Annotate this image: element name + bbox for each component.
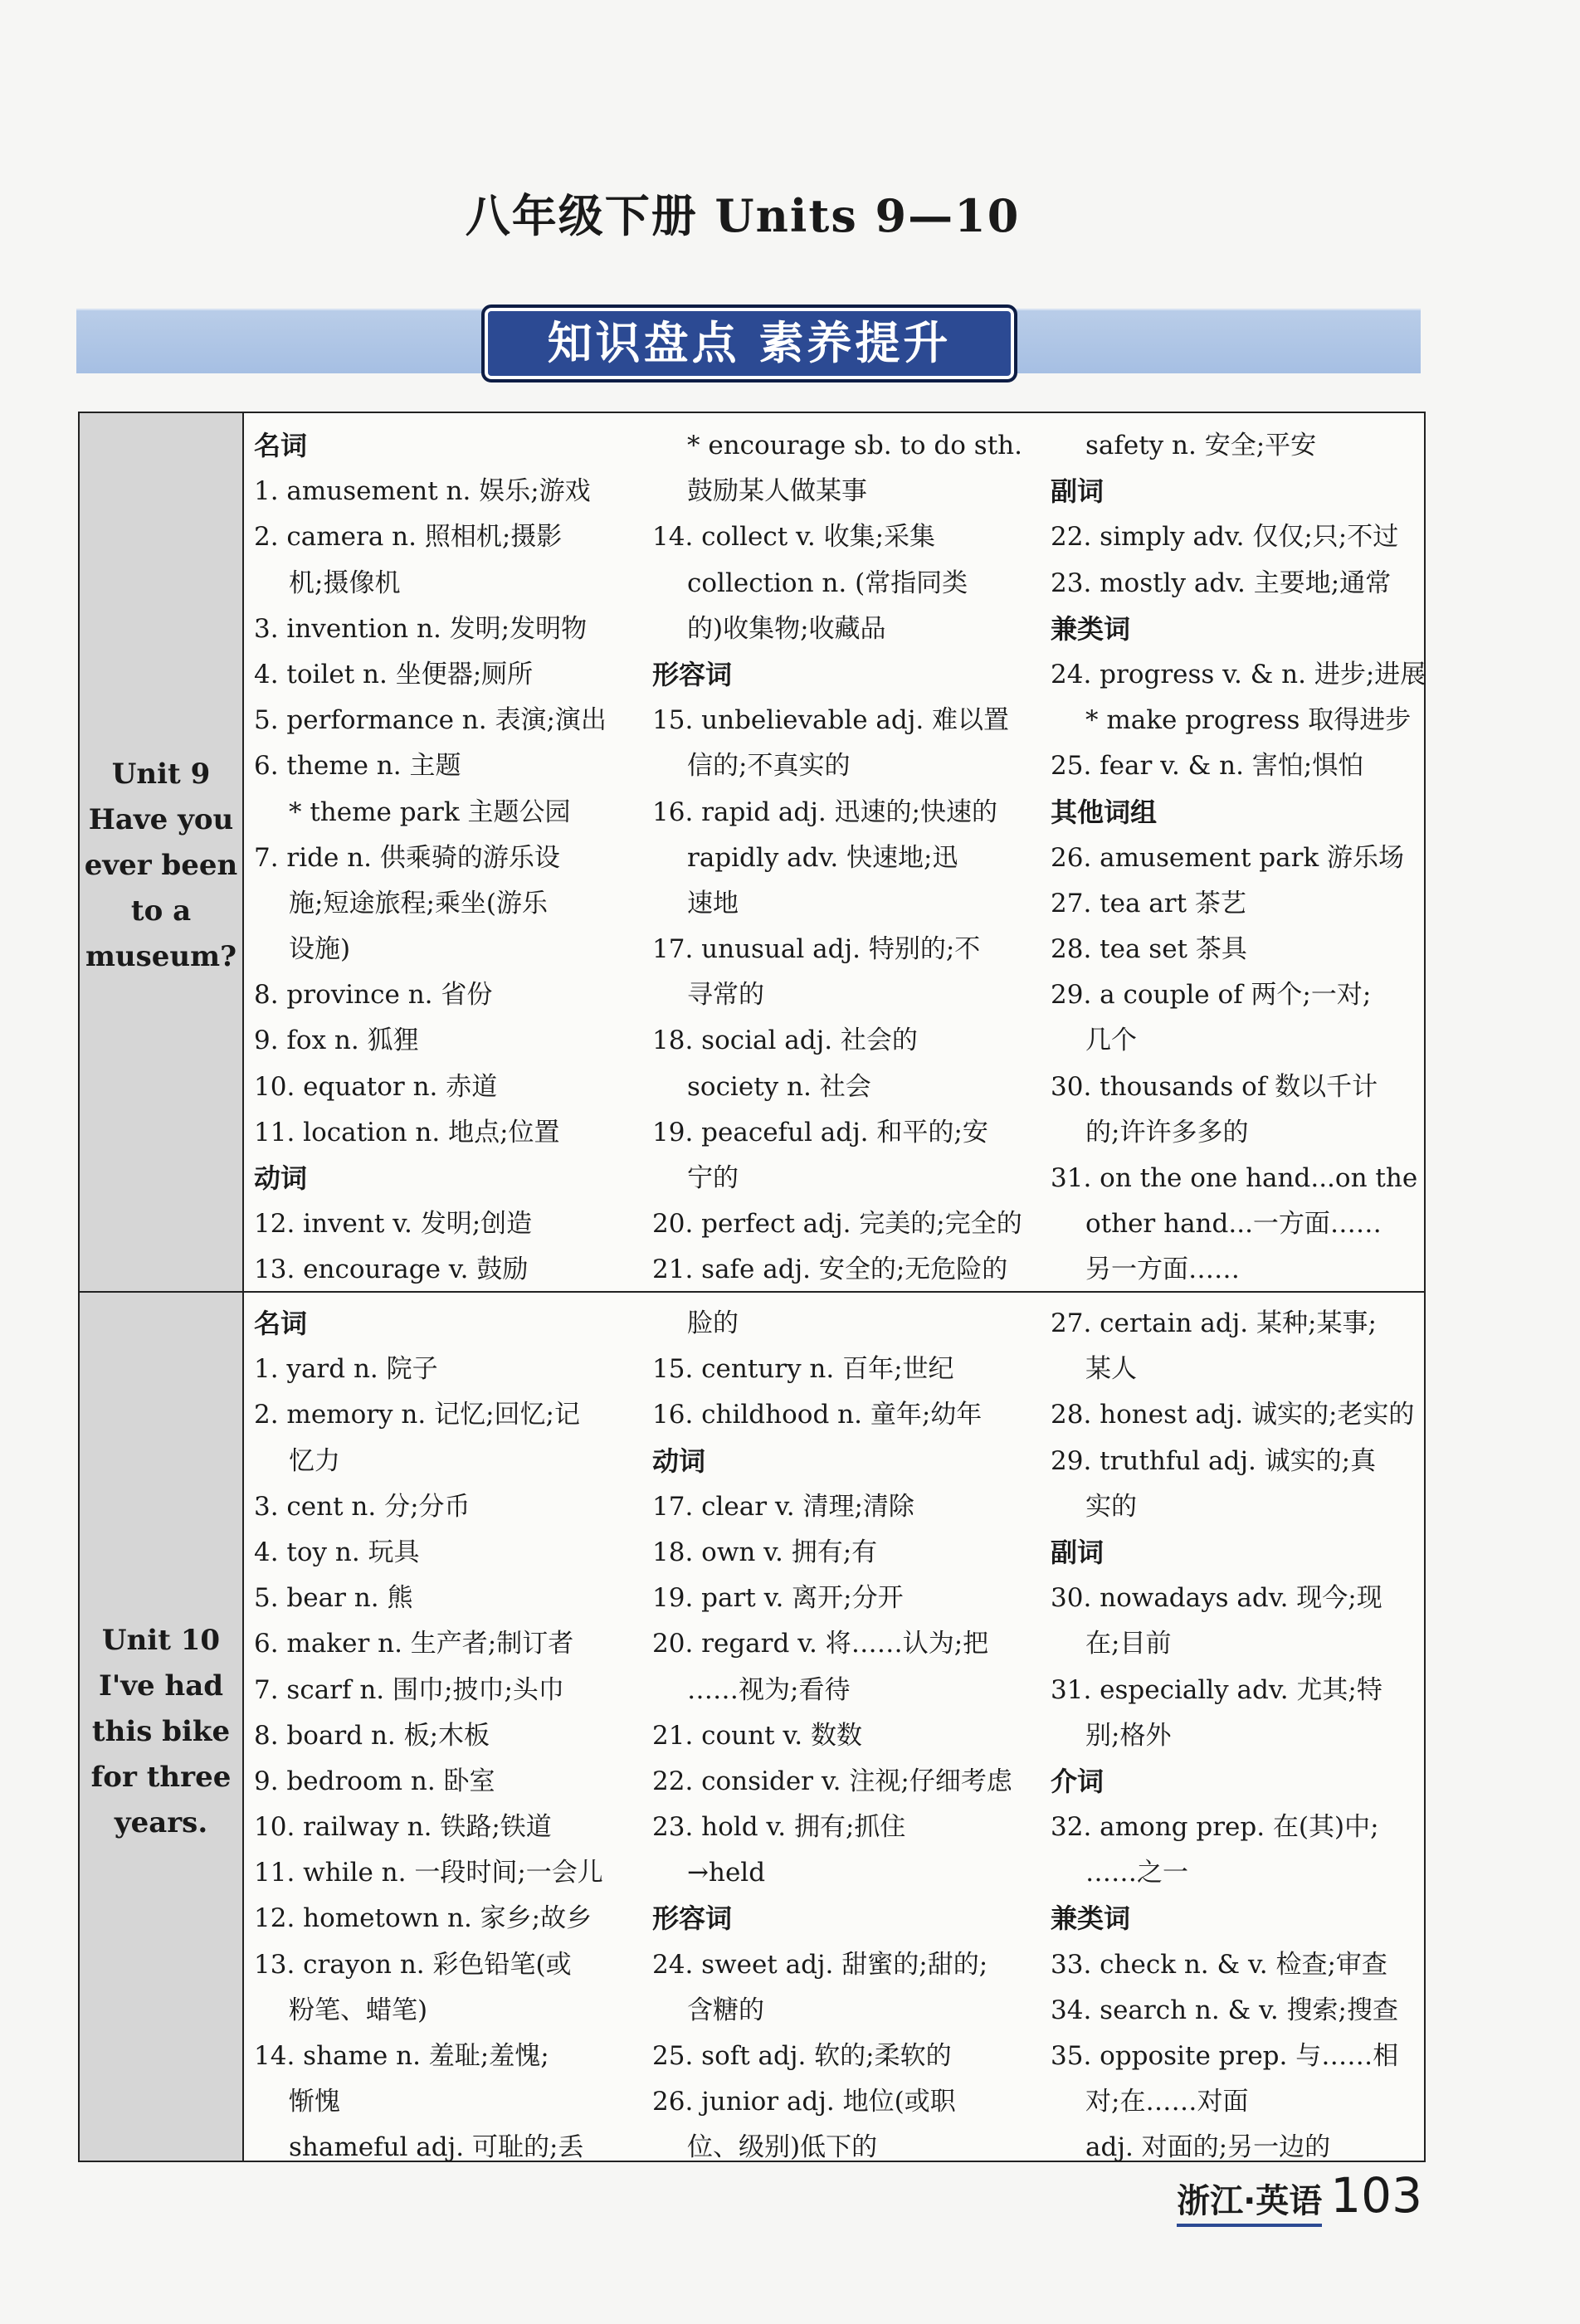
vocab-line: 忆力 (289, 1445, 340, 1476)
vocab-line: 实的 (1085, 1491, 1137, 1522)
vocab-line: 6. theme n. 主题 (254, 751, 461, 782)
vocab-line: 3. invention n. 发明;发明物 (254, 613, 588, 644)
vocab-line: 29. truthful adj. 诚实的;真 (1051, 1445, 1377, 1476)
vocab-line: 23. hold v. 拥有;抓住 (652, 1812, 906, 1843)
category-header: 兼类词 (1051, 1903, 1131, 1935)
vocab-line: 2. memory n. 记忆;回忆;记 (254, 1400, 580, 1430)
vocab-line: 10. equator n. 赤道 (254, 1071, 498, 1102)
vocab-line: 30. nowadays adv. 现今;现 (1051, 1583, 1382, 1614)
unit-10-column-2 (652, 1301, 1042, 2171)
vocab-line: 13. encourage v. 鼓励 (254, 1255, 529, 1285)
category-header: 兼类词 (1051, 612, 1131, 645)
vocab-line: 30. thousands of 数以千计 (1051, 1071, 1378, 1102)
vocab-line: 对;在……对面 (1085, 2087, 1249, 2117)
vocab-line: 5. performance n. 表演;演出 (254, 705, 607, 736)
vocab-line: 信的;不真实的 (687, 751, 851, 782)
vocab-line: 18. social adj. 社会的 (652, 1026, 918, 1056)
vocab-line: 20. perfect adj. 完美的;完全的 (652, 1209, 1022, 1240)
unit-9-column-3 (1051, 423, 1441, 1294)
vocab-line: 含糖的 (687, 1995, 764, 2025)
unit-label-line: to a (130, 894, 192, 928)
vocab-line: ……视为;看待 (687, 1674, 851, 1705)
vocab-line: 1. amusement n. 娱乐;游戏 (254, 476, 591, 507)
unit-label-line: this bike (91, 1715, 231, 1748)
vocab-line: 1. yard n. 院子 (254, 1354, 438, 1385)
vocab-line: 10. railway n. 铁路;铁道 (254, 1812, 552, 1843)
category-header: 介词 (1051, 1765, 1105, 1797)
section-banner-title: 知识盘点 素养提升 (481, 305, 1017, 382)
unit-9-label-cell (80, 413, 244, 1293)
vocab-line: 6. maker n. 生产者;制订者 (254, 1629, 574, 1659)
vocab-line: 8. province n. 省份 (254, 980, 493, 1011)
vocab-line: collection n. (常指同类 (687, 568, 968, 598)
vocab-line: 28. tea set 茶具 (1051, 934, 1247, 965)
vocab-line: shameful adj. 可耻的;丢 (289, 2132, 584, 2163)
vocab-line: 3. cent n. 分;分币 (254, 1491, 471, 1522)
vocab-line: 另一方面…… (1085, 1255, 1240, 1285)
page-title: 八年级下册 Units 9—10 (465, 189, 1021, 242)
vocab-line: 在;目前 (1085, 1629, 1172, 1659)
category-header: 动词 (652, 1445, 706, 1477)
vocab-line: 25. fear v. & n. 害怕;惧怕 (1051, 751, 1364, 782)
vocab-line: 4. toilet n. 坐便器;厕所 (254, 659, 534, 689)
vocab-line: 9. fox n. 狐狸 (254, 1026, 419, 1056)
vocab-line: * theme park 主题公园 (289, 797, 571, 827)
vocab-line: 34. search n. & v. 搜索;搜查 (1051, 1995, 1398, 2025)
vocab-line: 17. unusual adj. 特别的;不 (652, 934, 981, 965)
vocab-line: 35. opposite prep. 与……相 (1051, 2041, 1399, 2071)
vocab-line: 宁的 (687, 1163, 739, 1193)
unit-label-line: Unit 10 (101, 1624, 221, 1657)
vocab-line: 12. invent v. 发明;创造 (254, 1209, 533, 1240)
vocab-line: 15. unbelievable adj. 难以置 (652, 705, 1010, 736)
category-header: 副词 (1051, 475, 1105, 508)
category-header: 形容词 (652, 658, 733, 690)
vocab-line: other hand...一方面…… (1085, 1209, 1382, 1240)
vocab-line: 速地 (687, 888, 739, 918)
vocab-line: 33. check n. & v. 检查;审查 (1051, 1949, 1387, 1980)
vocab-line: 17. clear v. 清理;清除 (652, 1491, 914, 1522)
vocab-line: 14. shame n. 羞耻;羞愧; (254, 2041, 549, 2071)
page-number: 103 (1330, 2167, 1422, 2224)
vocab-line: 21. safe adj. 安全的;无危险的 (652, 1255, 1008, 1285)
vocab-line: 16. rapid adj. 迅速的;快速的 (652, 797, 998, 827)
vocab-line: 某人 (1085, 1354, 1137, 1385)
vocab-line: →held (687, 1858, 766, 1888)
vocab-line: 31. especially adv. 尤其;特 (1051, 1674, 1382, 1705)
vocabulary-table (78, 412, 1426, 2162)
vocab-line: 粉笔、蜡笔) (289, 1995, 428, 2025)
vocab-line: 7. ride n. 供乘骑的游乐设 (254, 842, 560, 873)
vocab-line: 23. mostly adv. 主要地;通常 (1051, 568, 1392, 598)
vocab-line: 12. hometown n. 家乡;故乡 (254, 1903, 592, 1934)
unit-label-line: for three (90, 1761, 232, 1794)
vocab-line: 19. part v. 离开;分开 (652, 1583, 904, 1614)
vocab-line: * encourage sb. to do sth. (687, 431, 1022, 460)
vocab-line: 别;格外 (1085, 1720, 1172, 1751)
unit-label-line: ever been (84, 849, 238, 882)
vocab-line: 28. honest adj. 诚实的;老实的 (1051, 1400, 1415, 1430)
vocab-line: 14. collect v. 收集;采集 (652, 522, 936, 553)
unit-label-line: Unit 9 (111, 758, 211, 791)
vocab-line: 施;短途旅程;乘坐(游乐 (289, 888, 548, 918)
vocab-line: rapidly adv. 快速地;迅 (687, 842, 958, 873)
vocab-line: 5. bear n. 熊 (254, 1583, 413, 1614)
vocab-line: 的;许许多多的 (1085, 1117, 1249, 1147)
unit-9-column-1 (254, 423, 644, 1294)
vocab-line: 4. toy n. 玩具 (254, 1537, 420, 1567)
vocab-line: 32. among prep. 在(其)中; (1051, 1812, 1379, 1843)
vocab-line: 13. crayon n. 彩色铅笔(或 (254, 1949, 572, 1980)
vocab-line: * make progress 取得进步 (1085, 705, 1412, 736)
vocab-line: 18. own v. 拥有;有 (652, 1537, 878, 1567)
vocab-line: safety n. 安全;平安 (1085, 431, 1317, 460)
vocab-line: 7. scarf n. 围巾;披巾;头巾 (254, 1674, 564, 1705)
vocab-line: 21. count v. 数数 (652, 1720, 862, 1751)
unit-label-line: Have you (88, 803, 234, 836)
footer-subject: 浙江·英语 (1177, 2182, 1322, 2227)
vocab-line: 设施) (289, 934, 351, 965)
vocab-line: 24. progress v. & n. 进步;进展 (1051, 659, 1426, 689)
category-header: 其他词组 (1051, 796, 1158, 828)
vocab-line: 惭愧 (289, 2087, 340, 2117)
vocab-line: 脸的 (687, 1308, 739, 1338)
vocab-line: 22. consider v. 注视;仔细考虑 (652, 1766, 1012, 1796)
vocab-line: 2. camera n. 照相机;摄影 (254, 522, 563, 553)
vocab-line: 位、级别)低下的 (687, 2132, 878, 2163)
vocab-line: 15. century n. 百年;世纪 (652, 1354, 954, 1385)
vocab-line: 27. certain adj. 某种;某事; (1051, 1308, 1377, 1338)
vocab-line: 26. junior adj. 地位(或职 (652, 2087, 956, 2117)
category-header: 动词 (254, 1162, 308, 1194)
vocab-line: 24. sweet adj. 甜蜜的;甜的; (652, 1949, 988, 1980)
vocab-line: 22. simply adv. 仅仅;只;不过 (1051, 522, 1399, 553)
vocab-line: 31. on the one hand...on the (1051, 1163, 1418, 1193)
vocab-line: 8. board n. 板;木板 (254, 1720, 490, 1751)
vocab-line: 机;摄像机 (289, 568, 401, 598)
vocab-line: 的)收集物;收藏品 (687, 613, 886, 644)
vocab-line: 鼓励某人做某事 (687, 476, 867, 507)
vocab-line: society n. 社会 (687, 1071, 871, 1102)
category-header: 名词 (254, 1308, 308, 1339)
unit-10-label-cell (80, 1293, 244, 2161)
vocab-line: adj. 对面的;另一边的 (1085, 2132, 1331, 2163)
vocab-line: 25. soft adj. 软的;柔软的 (652, 2041, 952, 2071)
unit-label-line: I've had (98, 1669, 224, 1703)
vocab-line: 27. tea art 茶艺 (1051, 888, 1246, 918)
category-header: 名词 (254, 430, 308, 461)
vocab-line: ……之一 (1085, 1858, 1188, 1888)
vocab-line: 20. regard v. 将……认为;把 (652, 1629, 989, 1659)
unit-label-line: years. (114, 1806, 208, 1839)
vocab-line: 几个 (1085, 1026, 1137, 1056)
vocab-line: 16. childhood n. 童年;幼年 (652, 1400, 983, 1430)
vocab-line: 寻常的 (687, 980, 764, 1011)
vocab-line: 11. location n. 地点;位置 (254, 1117, 560, 1147)
vocab-line: 9. bedroom n. 卧室 (254, 1766, 495, 1796)
vocab-line: 19. peaceful adj. 和平的;安 (652, 1117, 988, 1147)
vocab-line: 11. while n. 一段时间;一会儿 (254, 1858, 603, 1888)
page-footer (1177, 2167, 1422, 2224)
category-header: 副词 (1051, 1536, 1105, 1568)
unit-10-column-3 (1051, 1301, 1441, 2171)
unit-9-column-2 (652, 423, 1042, 1294)
vocab-line: 26. amusement park 游乐场 (1051, 842, 1405, 873)
vocab-line: 29. a couple of 两个;一对; (1051, 980, 1372, 1011)
unit-label-line: museum? (85, 940, 237, 973)
category-header: 形容词 (652, 1903, 733, 1935)
unit-10-column-1 (254, 1301, 644, 2171)
